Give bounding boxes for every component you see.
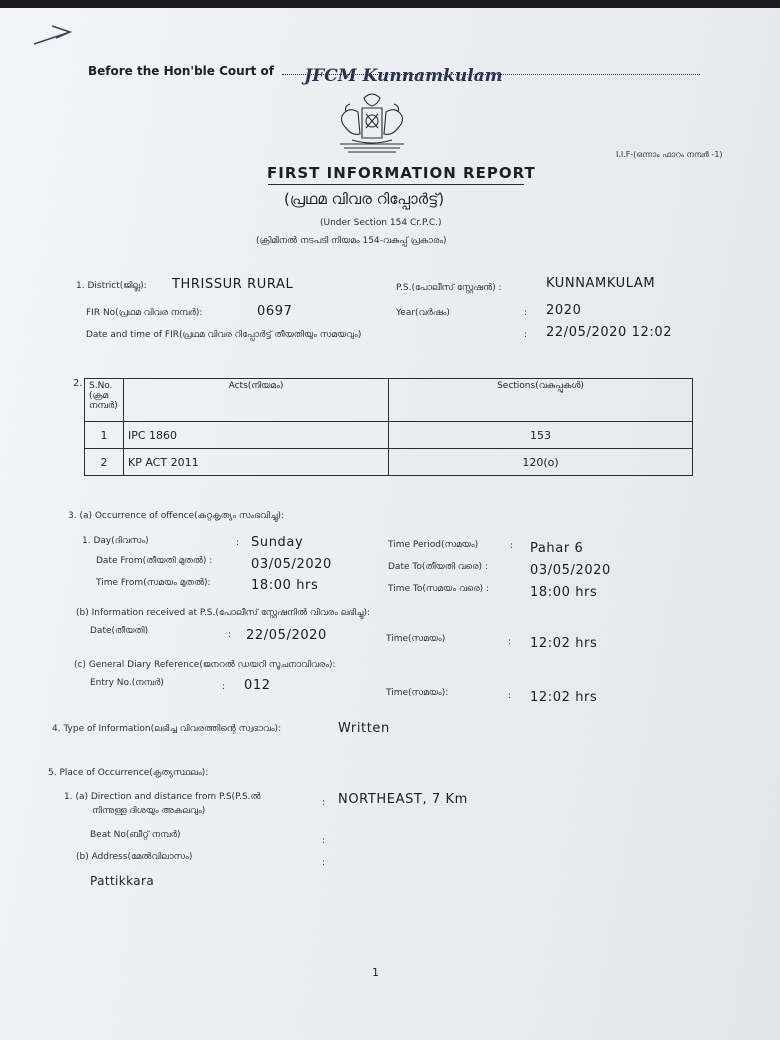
direction-value: NORTHEAST, 7 Km [338, 792, 468, 807]
info-type-value: Written [338, 721, 390, 736]
fir-document-page [0, 8, 780, 1040]
acts-item-number: 2. [73, 378, 83, 389]
row-act: IPC 1860 [124, 422, 389, 449]
table-header-row [85, 379, 693, 422]
district-label: 1. District(ജില്ല): [76, 281, 147, 291]
entry-no-colon: : [222, 682, 226, 692]
info-date-colon: : [228, 630, 232, 640]
court-line [88, 64, 700, 86]
sno-header: S.No. (ക്രമ നമ്പർ) [85, 379, 124, 422]
district-value: THRISSUR RURAL [172, 277, 294, 292]
fir-no-label: FIR No(പ്രഥമ വിവര നമ്പർ): [86, 308, 203, 318]
entry-no-value: 012 [244, 678, 271, 693]
year-label: Year(വർഷം) [396, 308, 450, 318]
report-title-malayalam: (പ്രഥമ വിവര റിപ്പോർട്ട്) [284, 190, 445, 208]
fir-datetime-colon: : [524, 330, 528, 340]
time-period-colon: : [510, 541, 514, 551]
info-received-heading: (b) Information received at P.S.(പോലീസ് സ്റ്റേഷനിൽ വിവരം ലഭിച്ചു): [76, 608, 371, 618]
time-period-label: Time Period(സമയം) [388, 540, 479, 550]
fir-datetime-label: Date and time of FIR(പ്രഥമ വിവര റിപ്പോർട്ട് തീയതിയും സമയവും) [86, 330, 362, 340]
address-colon: : [322, 858, 326, 868]
under-section-ml: (ക്രിമിനൽ നടപടി നിയമം 154-വകുപ്പ് പ്രകാരം) [256, 236, 447, 246]
direction-colon: : [322, 798, 326, 808]
info-date-label: Date(തീയതി) [90, 626, 149, 636]
year-value: 2020 [546, 303, 582, 318]
kerala-emblem-icon [334, 88, 410, 160]
date-from-label: Date From(തീയതി മുതൽ) : [96, 556, 213, 566]
date-to-value: 03/05/2020 [530, 563, 611, 578]
info-time-value: 12:02 hrs [530, 636, 598, 651]
ps-label: P.S.(പോലീസ് സ്റ്റേഷൻ) : [396, 283, 502, 293]
fir-no-value: 0697 [257, 304, 293, 319]
table-row [85, 449, 693, 476]
beat-no-colon: : [322, 836, 326, 846]
time-period-value: Pahar 6 [530, 541, 584, 556]
info-type-label: 4. Type of Information(ലഭിച്ച വിവരത്തിന്റെ സ്വഭാവം): [52, 724, 282, 734]
form-code: I.I.F-(ഒന്നാം ഫാറം നമ്പർ -1) [616, 150, 723, 159]
info-date-value: 22/05/2020 [246, 628, 327, 643]
day-value: Sunday [251, 535, 304, 550]
time-from-label: Time From(സമയം മുതൽ): [96, 578, 211, 588]
direction-label: 1. (a) Direction and distance from P.S(P.S.ൽ [64, 792, 261, 802]
fir-datetime-value: 22/05/2020 12:02 [546, 325, 673, 340]
info-time-label: Time(സമയം) [386, 634, 446, 644]
court-name-field [282, 66, 700, 86]
acts-header: Acts(നിയമം) [124, 379, 389, 422]
row-section: 153 [389, 422, 693, 449]
gd-time-label: Time(സമയം): [386, 688, 449, 698]
info-time-colon: : [508, 637, 512, 647]
address-value: Pattikkara [90, 874, 155, 888]
court-prefix: Before the Hon'ble Court of [88, 64, 274, 78]
day-colon: : [236, 538, 240, 548]
acts-sections-table [84, 378, 693, 476]
time-to-value: 18:00 hrs [530, 585, 598, 600]
time-from-value: 18:00 hrs [251, 578, 319, 593]
row-section: 120(o) [389, 449, 693, 476]
report-title: FIRST INFORMATION REPORT [267, 164, 536, 182]
sections-header: Sections(വകുപ്പുകൾ) [389, 379, 693, 422]
address-label: (b) Address(മേൽവിലാസം) [76, 852, 193, 862]
title-underline [268, 184, 524, 185]
row-sno: 1 [85, 422, 124, 449]
row-act: KP ACT 2011 [124, 449, 389, 476]
table-row [85, 422, 693, 449]
court-name-handwritten: JFCM Kunnamkulam [304, 66, 503, 86]
entry-no-label: Entry No.(നമ്പർ) [90, 678, 164, 688]
direction-label-ml: നിന്നുള്ള ദിശയും അകലവും) [92, 806, 206, 816]
gd-time-colon: : [508, 691, 512, 701]
gd-time-value: 12:02 hrs [530, 690, 598, 705]
place-heading: 5. Place of Occurrence(കൃത്യസ്ഥലം): [48, 768, 209, 778]
date-from-value: 03/05/2020 [251, 557, 332, 572]
under-section-en: (Under Section 154 Cr.P.C.) [320, 218, 442, 228]
time-to-label: Time To(സമയം വരെ) : [388, 584, 490, 594]
occurrence-heading: 3. (a) Occurrence of offence(കുറ്റകൃത്യം സംഭവിച്ചു): [68, 511, 285, 521]
ps-value: KUNNAMKULAM [546, 276, 656, 291]
beat-no-label: Beat No(ബീറ്റ് നമ്പർ) [90, 830, 181, 840]
row-sno: 2 [85, 449, 124, 476]
general-diary-heading: (c) General Diary Reference(ജനറൽ ഡയറി സൂചനാവിവരം): [74, 660, 336, 670]
date-to-label: Date To(തീയതി വരെ) : [388, 562, 488, 572]
page-number: 1 [372, 966, 379, 979]
year-colon: : [524, 308, 528, 318]
day-label: 1. Day(ദിവസം) [82, 536, 149, 546]
pen-mark-icon [30, 18, 75, 50]
